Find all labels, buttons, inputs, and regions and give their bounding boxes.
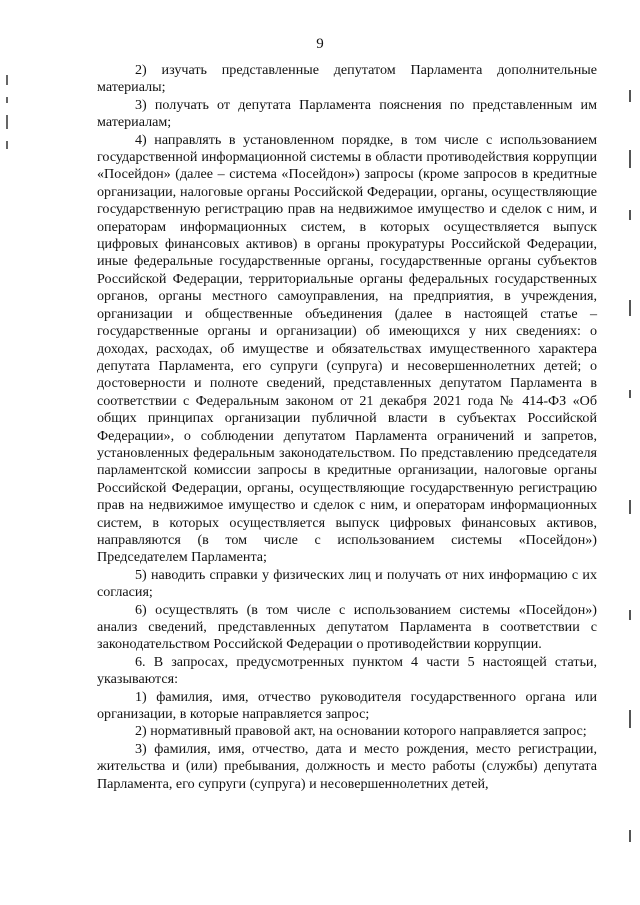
paragraph-part-6-item-3: 3) фамилия, имя, отчество, дата и место рождения, место регистрации, жительства и (или) пребывания, должность и место работы (службы) депутата Парламента, его супруги (супруга) и несовершеннолетних детей, [97, 740, 597, 792]
paragraph-item-5: 5) наводить справки у физических лиц и получать от них информацию с их согласия; [97, 566, 597, 601]
page-number: 9 [316, 36, 324, 52]
paragraph-item-4: 4) направлять в установленном порядке, в том числе с использованием государственной информационной системы в области противодействия коррупции «Посейдон» (далее – система «Посейдон») запросы (кроме запросов в кредитные организации, налоговые органы Российской Федерации, органы, осуществляющие государственную регистрацию прав на недвижимое имущество и сделок с ним, и операторам информационных систем, в которых осуществляется выпуск цифровых финансовых активов) в органы прокуратуры Российской Федерации, иные федеральные государственные органы, государственные органы субъектов Российской Федерации, территориальные органы федеральных государственных органов, органы местного самоуправления, на предприятия, в учреждения, организации и общественные объединения (далее в настоящей статье – государственные органы и организации) об имеющихся у них сведениях: о доходах, расходах, об имуществе и обязательствах имущественного характера депутата Парламента, его супруги (супруга) и несовершеннолетних детей; о достоверности и полноте сведений, представленных депутатом Парламента в соответствии с Федеральным законом от 21 декабря 2021 года № 414-ФЗ «Об общих принципах организации публичной власти в субъектах Российской Федерации», о соблюдении депутатом Парламента ограничений и запретов, установленных федеральным законодательством. По представлению председателя парламентской комиссии запросы в кредитные организации, налоговые органы Российской Федерации, органы, осуществляющие государственную регистрацию прав на недвижимое имущество и сделок с ним, и операторам информационных систем, в которых осуществляется выпуск цифровых финансовых активов, направляются (в том числе с использованием системы «Посейдон») Председателем Парламента; [97, 131, 597, 566]
paragraph-item-2: 2) изучать представленные депутатом Парламента дополнительные материалы; [97, 62, 597, 96]
paragraph-item-6: 6) осуществлять (в том числе с использованием системы «Посейдон») анализ сведений, представленных депутатом Парламента в соответствии с законодательством Российской Федерации о противодействии коррупции. [97, 601, 597, 653]
scan-edge-marks-right [626, 70, 634, 890]
paragraph-part-6-item-1: 1) фамилия, имя, отчество руководителя государственного органа или организации, в которые направляется запрос; [97, 688, 597, 723]
paragraph-part-6: 6. В запросах, предусмотренных пунктом 4 части 5 настоящей статьи, указываются: [97, 653, 597, 688]
paragraph-part-6-item-2: 2) нормативный правовой акт, на основании которого направляется запрос; [135, 723, 587, 740]
scan-edge-marks-left [4, 75, 10, 195]
paragraph-item-3: 3) получать от депутата Парламента пояснения по представленным им материалам; [97, 96, 597, 131]
document-body [97, 62, 597, 793]
